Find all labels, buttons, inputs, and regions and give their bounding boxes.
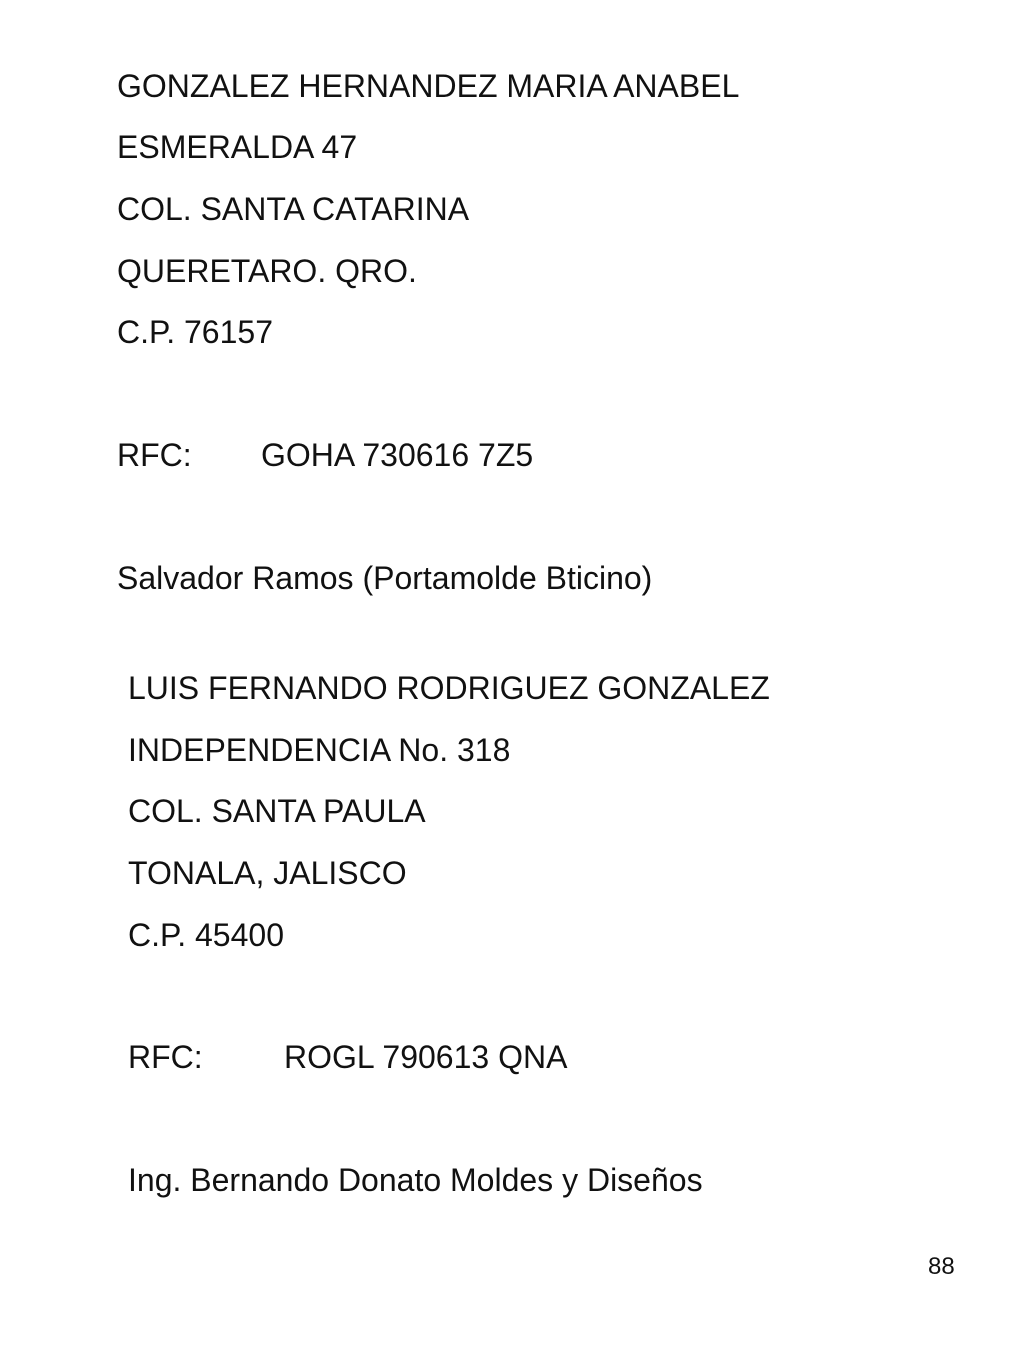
- contact2-rfc-value: ROGL 790613 QNA: [284, 1039, 568, 1075]
- contact1-street: ESMERALDA 47: [117, 129, 358, 165]
- contact2-colony: COL. SANTA PAULA: [128, 793, 426, 829]
- contact1-note: Salvador Ramos (Portamolde Bticino): [117, 560, 653, 596]
- contact1-city: QUERETARO. QRO.: [117, 253, 417, 289]
- contact2-rfc-label: RFC:: [128, 1039, 203, 1075]
- contact1-name: GONZALEZ HERNANDEZ MARIA ANABEL: [117, 68, 740, 104]
- contact2-street: INDEPENDENCIA No. 318: [128, 732, 511, 768]
- contact1-rfc-value: GOHA 730616 7Z5: [261, 437, 534, 473]
- contact2-rfc: [128, 1037, 567, 1077]
- contact1-postal-code: C.P. 76157: [117, 314, 273, 350]
- contact1-rfc: [117, 435, 533, 475]
- contact2-name: LUIS FERNANDO RODRIGUEZ GONZALEZ: [128, 670, 770, 706]
- contact1-colony: COL. SANTA CATARINA: [117, 191, 470, 227]
- contact2-city: TONALA, JALISCO: [128, 855, 407, 891]
- contact2-postal-code: C.P. 45400: [128, 917, 284, 953]
- contact2-note: Ing. Bernando Donato Moldes y Diseños: [128, 1162, 703, 1198]
- page-number: 88: [928, 1253, 955, 1280]
- contact1-rfc-label: RFC:: [117, 437, 192, 473]
